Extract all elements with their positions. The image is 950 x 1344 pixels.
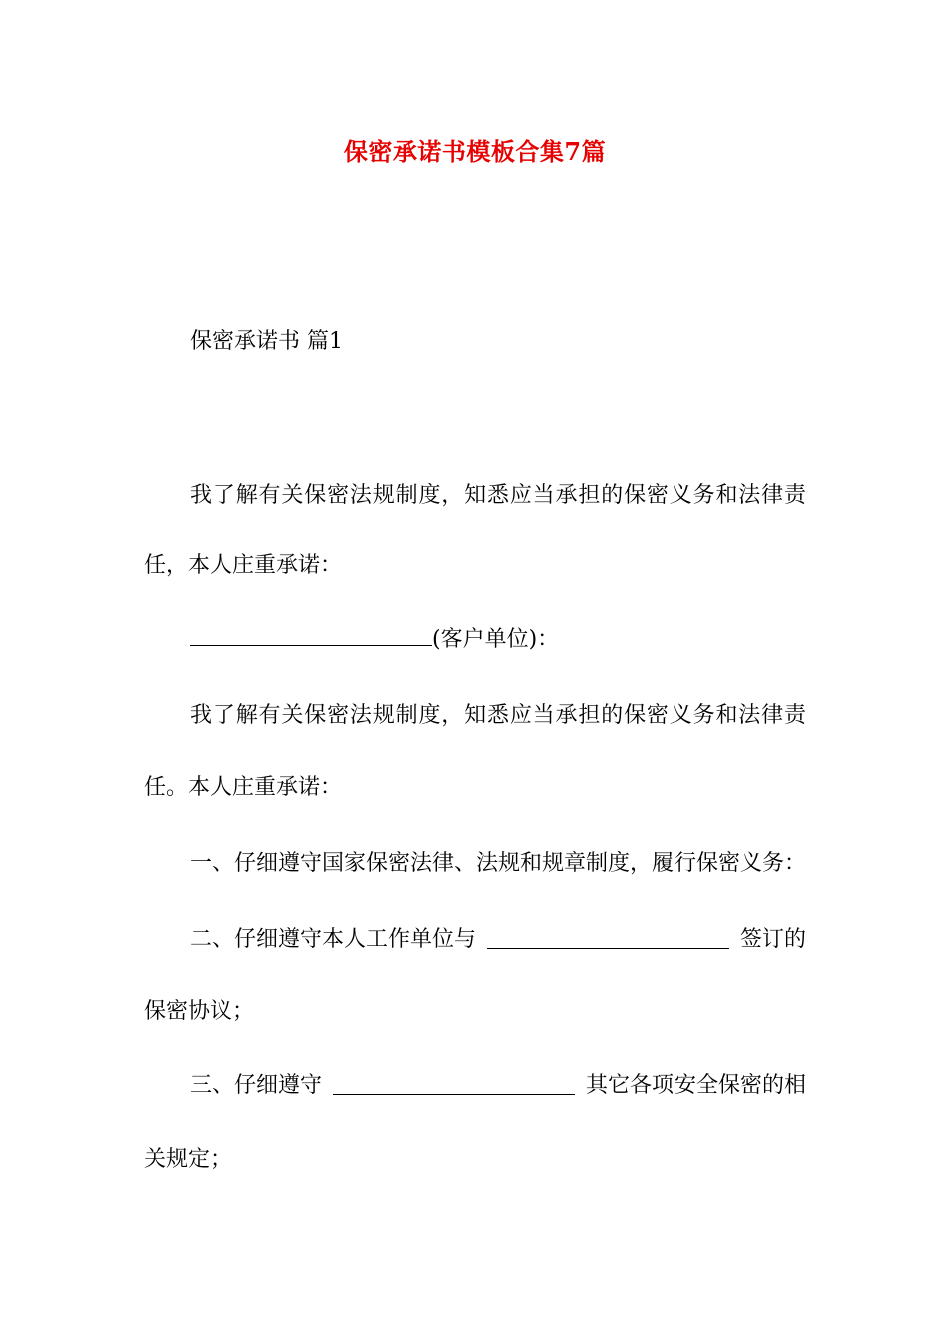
item-2-blank	[487, 928, 729, 949]
paragraph-1-line-1: 我了解有关保密法规制度，知悉应当承担的保密义务和法律责	[190, 483, 806, 508]
item-3-prefix: 三、仔细遵守	[190, 1073, 323, 1098]
paragraph-2-line-2: 任。本人庄重承诺：	[144, 775, 343, 800]
commitment-item-1: 一、仔细遵守国家保密法律、法规和规章制度，履行保密义务：	[190, 851, 807, 876]
document-title: 保密承诺书模板合集7篇	[343, 137, 607, 166]
item-3-suffix: 其它各项安全保密的相	[585, 1073, 806, 1098]
paragraph-2-line-1: 我了解有关保密法规制度，知悉应当承担的保密义务和法律责	[190, 703, 806, 728]
commitment-item-3-line-2: 关规定；	[144, 1147, 233, 1172]
item-2-suffix: 签订的	[739, 927, 806, 952]
paragraph-1-line-2: 任，本人庄重承诺：	[144, 553, 343, 578]
commitment-item-2-line-2: 保密协议；	[144, 999, 255, 1024]
client-unit-blank	[190, 625, 432, 646]
commitment-item-2-line-1	[190, 924, 806, 956]
client-unit-line	[190, 624, 559, 656]
section-heading: 保密承诺书 篇1	[190, 329, 343, 354]
item-3-blank	[333, 1074, 575, 1095]
commitment-item-3-line-1	[190, 1070, 806, 1102]
client-unit-label: (客户单位)：	[432, 627, 560, 652]
item-2-prefix: 二、仔细遵守本人工作单位与	[190, 927, 477, 952]
